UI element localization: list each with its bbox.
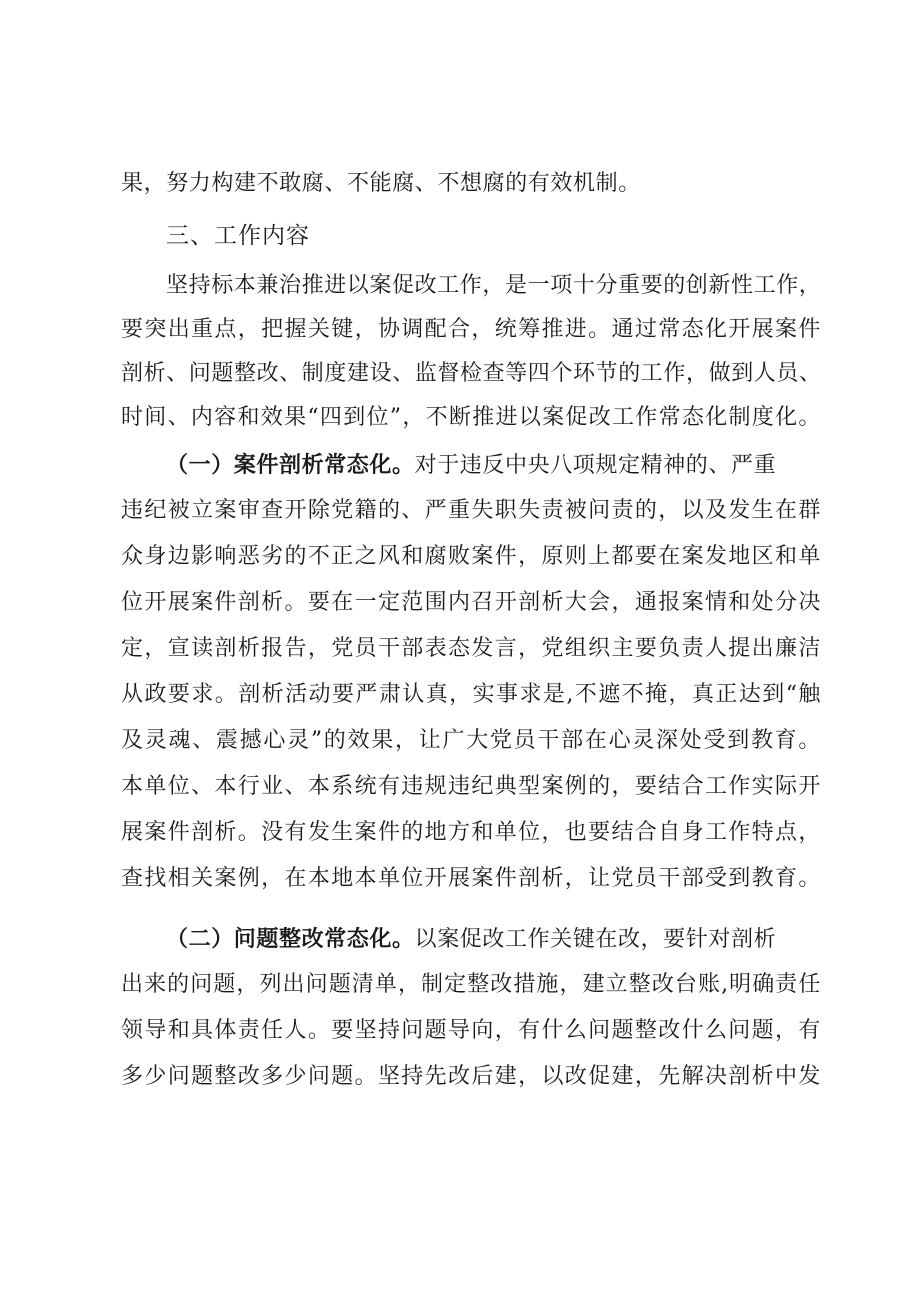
text-line: 出来的问题，列出问题清单，制定整改措施，建立整改台账,明确责任 xyxy=(121,972,821,997)
paragraph-line xyxy=(166,445,821,486)
subsection-heading: （二）问题整改常态化。 xyxy=(166,926,415,952)
text-line: 位开展案件剖析。要在一定范围内召开剖析大会，通报案情和处分决 xyxy=(121,590,821,615)
text-line: 众身边影响恶劣的不正之风和腐败案件，原则上都要在案发地区和单 xyxy=(121,544,821,569)
text-line: 从政要求。剖析活动要严肃认真，实事求是,不遮不掩，真正达到“触 xyxy=(121,682,821,707)
text-line: 果，努力构建不敢腐、不能腐、不想腐的有效机制。 xyxy=(121,171,641,196)
text-line: 时间、内容和效果“四到位”，不断推进以案促改工作常态化制度化。 xyxy=(121,405,821,430)
text-line: 违纪被立案审查开除党籍的、严重失职失责被问责的，以及发生在群 xyxy=(121,498,821,523)
subsection-heading: （一）案件剖析常态化。 xyxy=(166,452,415,478)
text-line: 坚持标本兼治推进以案促改工作，是一项十分重要的创新性工作， xyxy=(166,273,822,298)
text-line: 多少问题整改多少问题。坚持先改后建，以改促建，先解决剖析中发 xyxy=(121,1064,821,1089)
section-heading: 三、工作内容 xyxy=(166,223,310,249)
text-span: 以案促改工作关键在改，要针对剖析 xyxy=(414,927,777,952)
paragraph-line xyxy=(166,919,821,960)
text-line: 查找相关案例，在本地本单位开展案件剖析，让党员干部受到教育。 xyxy=(121,866,821,891)
text-span: 对于违反中央八项规定精神的、严重 xyxy=(414,453,777,478)
text-line: 剖析、问题整改、制度建设、监督检查等四个环节的工作，做到人员、 xyxy=(121,361,822,386)
text-line: 领导和具体责任人。要坚持问题导向，有什么问题整改什么问题，有 xyxy=(121,1018,821,1043)
text-line: 定，宣读剖析报告，党员干部表态发言，党组织主要负责人提出廉洁 xyxy=(121,636,821,661)
text-line: 展案件剖析。没有发生案件的地方和单位，也要结合自身工作特点， xyxy=(121,820,821,845)
text-line: 要突出重点，把握关键，协调配合，统筹推进。通过常态化开展案件 xyxy=(121,317,821,342)
text-line: 及灵魂、震撼心灵”的效果，让广大党员干部在心灵深处受到教育。 xyxy=(121,728,821,753)
text-line: 本单位、本行业、本系统有违规违纪典型案例的，要结合工作实际开 xyxy=(121,774,821,799)
